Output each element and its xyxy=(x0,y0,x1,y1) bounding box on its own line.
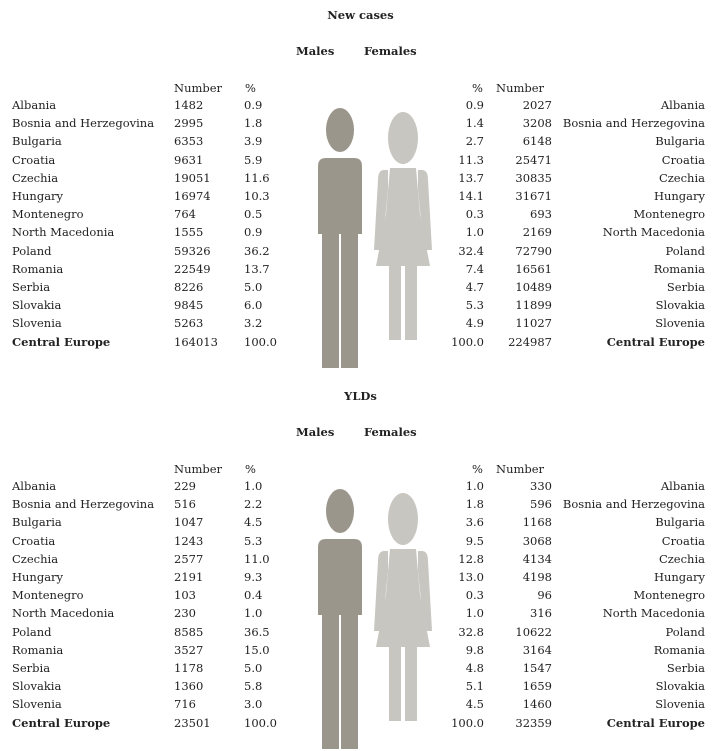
males-pct-cell: 1.8 xyxy=(244,116,263,131)
females-number-cell: 1460 xyxy=(522,697,552,712)
country-label-right: Albania xyxy=(660,479,705,493)
females-pct-cell: 0.3 xyxy=(465,207,484,222)
country-label-left: Slovenia xyxy=(12,316,62,331)
table-row xyxy=(0,207,721,225)
males-label: Males xyxy=(296,425,335,439)
females-pct-cell: 0.3 xyxy=(465,588,484,603)
males-number-cell: 9631 xyxy=(174,152,204,167)
country-label-left: Romania xyxy=(12,642,64,657)
males-pct-cell: 100.0 xyxy=(244,715,277,730)
females-pct-cell: 100.0 xyxy=(451,715,484,730)
country-label-right: Central Europe xyxy=(606,715,705,730)
country-label-right: Slovenia xyxy=(655,316,705,331)
country-label-right: Central Europe xyxy=(606,334,705,349)
males-number-cell: 230 xyxy=(174,606,196,621)
country-label-left: Albania xyxy=(12,479,57,493)
country-label-left: Bulgaria xyxy=(12,515,62,530)
females-pct-cell: 4.9 xyxy=(465,316,484,331)
females-pct-cell: 7.4 xyxy=(465,261,484,276)
males-number-cell: 103 xyxy=(174,588,196,603)
country-label-left: Bosnia and Herzegovina xyxy=(12,116,155,131)
females-pct-cell: 9.8 xyxy=(465,642,484,657)
males-number-cell: 8226 xyxy=(174,280,204,294)
males-pct-cell: 3.9 xyxy=(244,134,263,149)
males-pct-cell: 1.0 xyxy=(244,479,263,493)
males-pct-cell: 6.0 xyxy=(244,298,263,313)
females-number-cell: 16561 xyxy=(515,261,552,276)
table-row xyxy=(0,134,721,152)
country-label-left: Romania xyxy=(12,261,64,276)
females-pct-cell: 13.0 xyxy=(458,570,484,584)
females-number-cell: 1168 xyxy=(522,515,552,530)
males-number-cell: 8585 xyxy=(174,624,204,639)
country-label-left: Bosnia and Herzegovina xyxy=(12,497,155,512)
males-pct-cell: 5.8 xyxy=(244,679,263,694)
males-pct-cell: 5.3 xyxy=(244,533,263,548)
country-label-left: Central Europe xyxy=(12,334,111,349)
country-label-left: Hungary xyxy=(12,189,64,203)
country-label-right: Czechia xyxy=(658,170,705,185)
females-pct-cell: 100.0 xyxy=(451,334,484,349)
header-females-pct: % xyxy=(472,81,483,95)
males-number-cell: 716 xyxy=(174,697,196,712)
country-label-left: Slovakia xyxy=(12,298,62,313)
males-number-cell: 1360 xyxy=(174,679,204,694)
females-number-cell: 31671 xyxy=(515,189,552,203)
males-pct-cell: 9.3 xyxy=(244,570,263,584)
males-number-cell: 22549 xyxy=(174,261,211,276)
females-number-cell: 6148 xyxy=(522,134,552,149)
females-number-cell: 2169 xyxy=(522,225,552,240)
males-number-cell: 229 xyxy=(174,479,196,493)
country-label-right: Bosnia and Herzegovina xyxy=(562,116,705,131)
table-row xyxy=(0,298,721,316)
females-number-cell: 11899 xyxy=(515,298,552,313)
females-pct-cell: 32.8 xyxy=(458,624,484,639)
country-label-left: North Macedonia xyxy=(12,225,115,240)
females-pct-cell: 5.3 xyxy=(465,298,484,313)
females-number-cell: 11027 xyxy=(515,316,552,331)
table-row xyxy=(0,552,721,570)
males-number-cell: 19051 xyxy=(174,170,211,185)
females-pct-cell: 13.7 xyxy=(458,170,484,185)
header-males-number: Number xyxy=(174,462,223,476)
females-pct-cell: 0.9 xyxy=(465,98,484,112)
males-number-cell: 1047 xyxy=(174,515,204,530)
country-label-left: Serbia xyxy=(12,661,51,675)
females-number-cell: 316 xyxy=(530,606,552,621)
males-number-cell: 2191 xyxy=(174,570,204,584)
males-pct-cell: 3.2 xyxy=(244,316,263,331)
females-number-cell: 3164 xyxy=(522,642,552,657)
header-females-pct: % xyxy=(472,462,483,476)
males-pct-cell: 0.9 xyxy=(244,225,263,240)
country-label-right: Czechia xyxy=(658,551,705,566)
females-pct-cell: 4.5 xyxy=(465,697,484,712)
females-pct-cell: 3.6 xyxy=(465,515,484,530)
country-label-left: Bulgaria xyxy=(12,134,62,149)
total-row xyxy=(0,335,721,353)
males-number-cell: 1178 xyxy=(174,661,204,675)
country-label-left: Montenegro xyxy=(12,207,84,222)
country-label-left: Montenegro xyxy=(12,588,84,603)
females-pct-cell: 9.5 xyxy=(465,533,484,548)
males-pct-cell: 4.5 xyxy=(244,515,263,530)
country-label-right: Romania xyxy=(653,261,705,276)
females-label: Females xyxy=(364,425,417,439)
males-pct-cell: 36.2 xyxy=(244,243,270,258)
males-pct-cell: 1.0 xyxy=(244,606,263,621)
females-number-cell: 10489 xyxy=(515,280,552,294)
females-number-cell: 3068 xyxy=(522,533,552,548)
males-pct-cell: 10.3 xyxy=(244,189,270,203)
males-pct-cell: 5.0 xyxy=(244,661,263,675)
males-number-cell: 5263 xyxy=(174,316,204,331)
females-pct-cell: 1.0 xyxy=(465,606,484,621)
country-label-left: Slovakia xyxy=(12,679,62,694)
males-pct-cell: 5.0 xyxy=(244,280,263,294)
table-row xyxy=(0,643,721,661)
females-pct-cell: 4.8 xyxy=(465,661,484,675)
section-title: YLDs xyxy=(344,389,377,403)
table-row xyxy=(0,515,721,533)
table-row xyxy=(0,606,721,624)
females-number-cell: 224987 xyxy=(508,334,552,349)
table-row xyxy=(0,697,721,715)
females-number-cell: 4198 xyxy=(522,570,552,584)
males-number-cell: 23501 xyxy=(174,715,211,730)
males-pct-cell: 36.5 xyxy=(244,624,270,639)
country-label-right: Croatia xyxy=(661,533,705,548)
males-number-cell: 59326 xyxy=(174,243,211,258)
country-label-right: Slovenia xyxy=(655,697,705,712)
females-pct-cell: 12.8 xyxy=(458,551,484,566)
table-row xyxy=(0,679,721,697)
males-pct-cell: 2.2 xyxy=(244,497,263,512)
table-row xyxy=(0,588,721,606)
country-label-right: Bosnia and Herzegovina xyxy=(562,497,705,512)
country-label-left: Czechia xyxy=(12,170,59,185)
males-pct-cell: 11.6 xyxy=(244,170,270,185)
males-pct-cell: 13.7 xyxy=(244,261,270,276)
males-pct-cell: 5.9 xyxy=(244,152,263,167)
females-label: Females xyxy=(364,44,417,58)
header-females-number: Number xyxy=(496,81,545,95)
header-females-number: Number xyxy=(496,462,545,476)
males-pct-cell: 0.9 xyxy=(244,98,263,112)
females-number-cell: 32359 xyxy=(515,715,552,730)
males-number-cell: 2995 xyxy=(174,116,204,131)
country-label-right: Poland xyxy=(665,624,705,639)
females-number-cell: 72790 xyxy=(515,243,552,258)
males-pct-cell: 100.0 xyxy=(244,334,277,349)
females-pct-cell: 14.1 xyxy=(458,189,484,203)
table-row xyxy=(0,153,721,171)
females-number-cell: 596 xyxy=(530,497,552,512)
table-row xyxy=(0,171,721,189)
country-label-right: Slovakia xyxy=(655,679,705,694)
country-label-right: Montenegro xyxy=(633,207,705,222)
males-number-cell: 764 xyxy=(174,207,196,222)
females-pct-cell: 32.4 xyxy=(458,243,484,258)
males-number-cell: 1555 xyxy=(174,225,204,240)
males-number-cell: 516 xyxy=(174,497,196,512)
table-row xyxy=(0,625,721,643)
males-pct-cell: 15.0 xyxy=(244,642,270,657)
country-label-left: North Macedonia xyxy=(12,606,115,621)
males-pct-cell: 0.5 xyxy=(244,207,263,222)
females-pct-cell: 1.4 xyxy=(465,116,484,131)
table-row xyxy=(0,316,721,334)
country-label-left: Serbia xyxy=(12,280,51,294)
males-number-cell: 2577 xyxy=(174,551,204,566)
males-label: Males xyxy=(296,44,335,58)
females-number-cell: 3208 xyxy=(522,116,552,131)
females-pct-cell: 4.7 xyxy=(465,280,484,294)
males-pct-cell: 11.0 xyxy=(244,551,270,566)
section-new-cases xyxy=(0,0,721,370)
country-label-left: Slovenia xyxy=(12,697,62,712)
females-number-cell: 96 xyxy=(537,588,552,603)
females-number-cell: 1547 xyxy=(522,661,552,675)
country-label-right: Croatia xyxy=(661,152,705,167)
females-pct-cell: 1.0 xyxy=(465,479,484,493)
header-males-pct: % xyxy=(245,81,256,95)
table-row xyxy=(0,189,721,207)
females-pct-cell: 2.7 xyxy=(465,134,484,149)
females-pct-cell: 5.1 xyxy=(465,679,484,694)
country-label-left: Hungary xyxy=(12,570,64,584)
section-ylds xyxy=(0,381,721,751)
females-pct-cell: 11.3 xyxy=(458,152,484,167)
males-number-cell: 1482 xyxy=(174,98,204,112)
males-number-cell: 3527 xyxy=(174,642,204,657)
males-number-cell: 164013 xyxy=(174,334,218,349)
header-males-number: Number xyxy=(174,81,223,95)
females-number-cell: 30835 xyxy=(515,170,552,185)
country-label-right: Bulgaria xyxy=(655,515,705,530)
country-label-left: Croatia xyxy=(12,152,56,167)
males-number-cell: 9845 xyxy=(174,298,204,313)
table-row xyxy=(0,98,721,116)
country-label-right: Slovakia xyxy=(655,298,705,313)
table-row xyxy=(0,497,721,515)
table-row xyxy=(0,116,721,134)
females-pct-cell: 1.0 xyxy=(465,225,484,240)
males-pct-cell: 3.0 xyxy=(244,697,263,712)
females-number-cell: 25471 xyxy=(515,152,552,167)
females-number-cell: 693 xyxy=(530,207,552,222)
section-title: New cases xyxy=(327,8,394,22)
total-row xyxy=(0,716,721,734)
country-label-right: North Macedonia xyxy=(602,606,705,621)
males-number-cell: 6353 xyxy=(174,134,204,149)
males-number-cell: 16974 xyxy=(174,189,211,203)
country-label-left: Czechia xyxy=(12,551,59,566)
males-number-cell: 1243 xyxy=(174,533,204,548)
country-label-right: Bulgaria xyxy=(655,134,705,149)
country-label-right: Albania xyxy=(660,98,705,112)
females-number-cell: 1659 xyxy=(522,679,552,694)
country-label-left: Poland xyxy=(12,624,52,639)
table-row xyxy=(0,534,721,552)
country-label-right: Romania xyxy=(653,642,705,657)
country-label-right: Serbia xyxy=(666,661,705,675)
country-label-right: Montenegro xyxy=(633,588,705,603)
females-number-cell: 2027 xyxy=(522,98,552,112)
country-label-right: Poland xyxy=(665,243,705,258)
country-label-left: Poland xyxy=(12,243,52,258)
country-label-right: North Macedonia xyxy=(602,225,705,240)
females-number-cell: 330 xyxy=(530,479,552,493)
table-row xyxy=(0,280,721,298)
table-row xyxy=(0,479,721,497)
table-row xyxy=(0,262,721,280)
females-number-cell: 4134 xyxy=(522,551,552,566)
table-row xyxy=(0,570,721,588)
table-row xyxy=(0,225,721,243)
males-pct-cell: 0.4 xyxy=(244,588,263,603)
country-label-right: Hungary xyxy=(653,570,705,584)
country-label-right: Serbia xyxy=(666,280,705,294)
females-pct-cell: 1.8 xyxy=(465,497,484,512)
table-row xyxy=(0,244,721,262)
country-label-left: Croatia xyxy=(12,533,56,548)
country-label-left: Albania xyxy=(12,98,57,112)
header-males-pct: % xyxy=(245,462,256,476)
females-number-cell: 10622 xyxy=(515,624,552,639)
country-label-left: Central Europe xyxy=(12,715,111,730)
table-row xyxy=(0,661,721,679)
country-label-right: Hungary xyxy=(653,189,705,203)
